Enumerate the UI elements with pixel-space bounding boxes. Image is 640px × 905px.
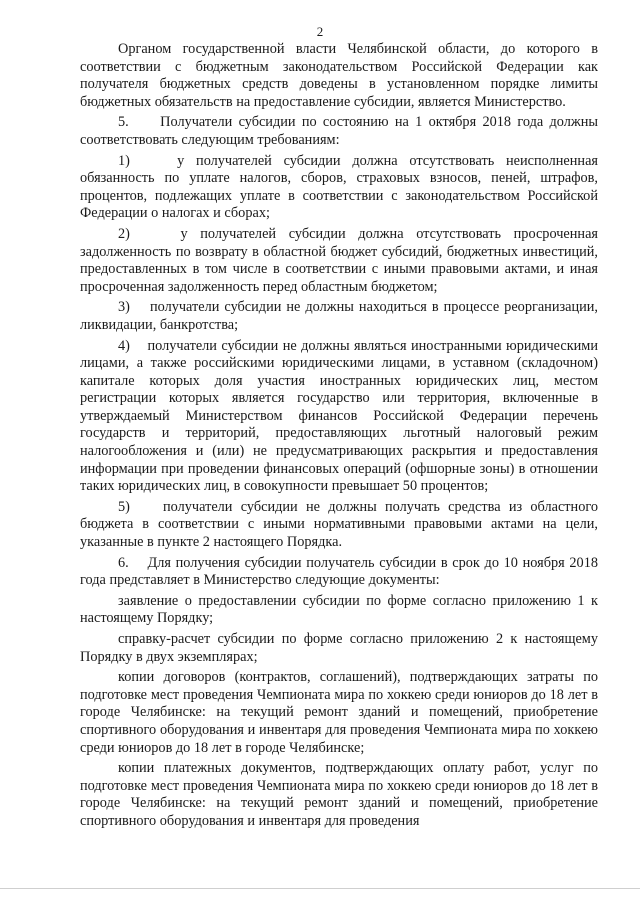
paragraph-requirement-4: 4) получатели субсидии не должны являться иностранными юридическими лицами, а также российскими юридическими лицами, в уставном (складочном) капитале которых доля участия иностранных юридических лиц, местом регистрации которых является государство или территория, включенные в утверждаемый Министерством финансов Российской Федерации перечень государств и территорий, предоставляющих льготный налоговый режим налогообложения и (или) не предусматривающих раскрытия и предоставления информации при проведении финансовых операций (офшорные зоны) в отношении таких юридических лиц, в совокупности превышает 50 процентов; (80, 337, 598, 495)
paragraph-clause-5: 5. Получатели субсидии по состоянию на 1 октября 2018 года должны соответствовать следующим требованиям: (80, 114, 598, 148)
paragraph-document-application: заявление о предоставлении субсидии по форме согласно приложению 1 к настоящему Порядку; (80, 592, 598, 627)
paragraph-requirement-5: 5) получатели субсидии не должны получать средства из областного бюджета в соответствии с иными нормативными правовыми актами на цели, указанные в пункте 2 настоящего Порядка. (80, 498, 598, 551)
paragraph-document-payments: копии платежных документов, подтверждающих оплату работ, услуг по подготовке мест проведения Чемпионата мира по хоккею среди юниоров до 18 лет в городе Челябинске: на текущий ремонт зданий и помещений, приобретение спортивного оборудования и инвентаря для проведения (80, 760, 598, 829)
document-body (80, 41, 598, 831)
paragraph-document-contracts: копии договоров (контрактов, соглашений), подтверждающих затраты по подготовке мест проведения Чемпионата мира по хоккею среди юниоров до 18 лет в городе Челябинске: на текущий ремонт зданий и помещений, приобретение спортивного оборудования и инвентаря для проведения Чемпионата мира по хоккею среди юниоров до 18 лет в городе Челябинске; (80, 669, 598, 756)
paragraph-clause-6: 6. Для получения субсидии получатель субсидии в срок до 10 ноября 2018 года представляет в Министерство следующие документы: (80, 554, 598, 589)
page-number: 2 (316, 24, 324, 39)
paragraph-requirement-3: 3) получатели субсидии не должны находиться в процессе реорганизации, ликвидации, банкротства; (80, 299, 598, 333)
page-bottom-divider (0, 888, 640, 889)
paragraph-requirement-2: 2) у получателей субсидии должна отсутствовать просроченная задолженность по возврату в областной бюджет субсидий, бюджетных инвестиций, предоставленных в том числе в соответствии с иными правовыми актами, и иная просроченная задолженность перед областным бюджетом; (80, 225, 598, 295)
paragraph-authority: Органом государственной власти Челябинской области, до которого в соответствии с бюджетным законодательством Российской Федерации как получателя бюджетных средств доведены в установленном порядке лимиты бюджетных обязательств на предоставление субсидии, является Министерство. (80, 41, 598, 110)
paragraph-requirement-1: 1) у получателей субсидии должна отсутствовать неисполненная обязанность по уплате налогов, сборов, страховых взносов, пеней, штрафов, процентов, подлежащих уплате в соответствии с законодательством Российской Федерации о налогах и сборах; (80, 152, 598, 222)
paragraph-document-calculation: справку-расчет субсидии по форме согласно приложению 2 к настоящему Порядку в двух экземплярах; (80, 631, 598, 665)
